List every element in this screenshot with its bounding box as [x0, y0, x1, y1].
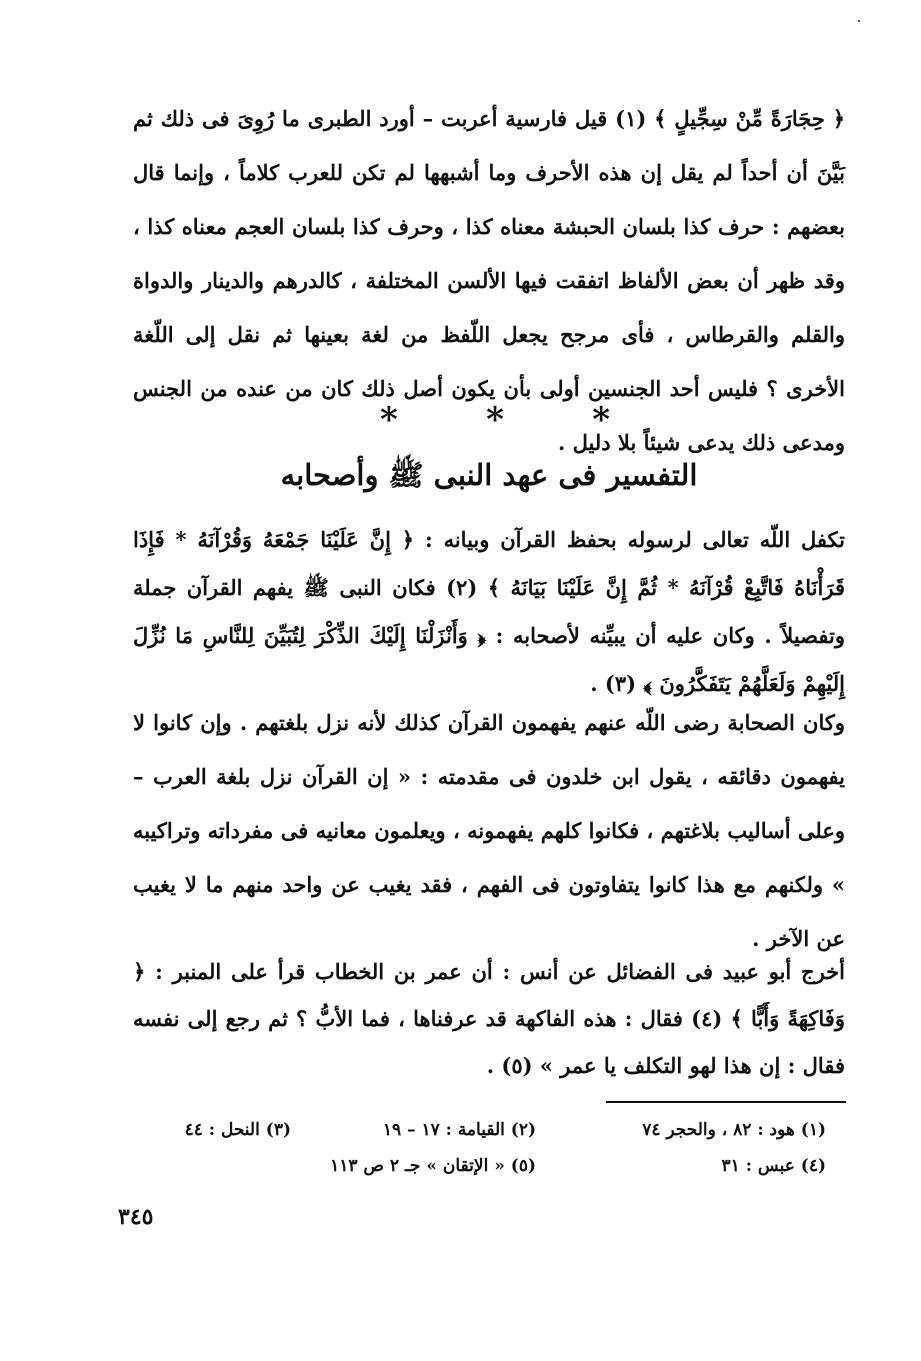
page-number: ٣٤٥	[118, 1204, 154, 1230]
paragraph-foreign-words: ﴿ حِجَارَةً مِّنْ سِجِّيلٍ ﴾ (١) قيل فارسية أعربت – أورد الطبرى ما رُوِىَ فى ذلك ثم بَيَّنَ أن أحداً لم يقل إن هذه الأحرف وما أشبهها لم تكن للعرب كلاماً ، وإنما قال بعضهم : حرف كذا بلسان الحبشة معناه كذا ، وحرف كذا بلسان العجم معناه كذا ، وقد ظهر أن بعض الألفاظ اتفقت فيها الألسن المختلفة ، كالدرهم والدينار والدواة والقلم والقرطاس ، فأى مرجح يجعل اللّفظ من لغة بعينها ثم نقل إلى اللّغة الأخرى ؟ فليس أحد الجنسين أولى بأن يكون أصل ذلك كان من عنده من الجنس ومدعى ذلك يدعى شيئاً بلا دليل .	[133, 106, 845, 455]
footnote-5: (٥) « الإتقان » جـ ٢ ص ١١٣	[330, 1156, 536, 1176]
separator-star: *	[592, 400, 610, 440]
paragraph-umar-narration: أخرج أبو عبيد فى الفضائل عن أنس : أن عمر بن الخطاب قرأ على المنبر : ﴿ وَفَاكِهَةً وَأَبًّا ﴾ (٤) فقال : هذه الفاكهة قد عرفناها ، فما الأبُّ ؟ ثم رجع إلى نفسه فقال : إن هذا لهو التكلف يا عمر » (٥) .	[133, 959, 845, 1078]
footnote-divider	[606, 1101, 846, 1103]
separator-star: *	[380, 400, 398, 440]
scan-speck	[858, 20, 860, 22]
section-heading: التفسير فى عهد النبى ﷺ وأصحابه	[280, 458, 698, 492]
paragraph-prophet-explanation: تكفل اللّه تعالى لرسوله بحفظ القرآن وبيانه : ﴿ إِنَّ عَلَيْنَا جَمْعَهُ وَقُرْآنَهُ * فَإِذَا قَرَأْنَاهُ فَاتَّبِعْ قُرْآنَهُ * ثُمَّ إِنَّ عَلَيْنَا بَيَانَهُ ﴾ (٢) فكان النبى ﷺ يفهم القرآن جملة وتفصيلاً . وكان عليه أن يبيِّنه لأصحابه : ﴿ وَأَنْزَلْنَا إِلَيْكَ الذِّكْرَ لِتُبَيِّنَ لِلنَّاسِ مَا نُزِّلَ إِلَيْهِمْ وَلَعَلَّهُمْ يَتَفَكَّرُونَ ﴾ (٣) .	[133, 527, 845, 696]
footnote-3: (٣) النحل : ٤٤	[184, 1120, 291, 1140]
section-separator	[380, 400, 610, 440]
footnote-1: (١) هود : ٨٢ ، والحجر ٧٤	[642, 1120, 826, 1140]
separator-star: *	[486, 400, 504, 440]
paragraph-companions-understanding: وكان الصحابة رضى اللّه عنهم يفهمون القرآن كذلك لأنه نزل بلغتهم . وإن كانوا لا يفهمون دقائقه ، يقول ابن خلدون فى مقدمته : « إن القرآن نزل بلغة العرب – وعلى أساليب بلاغتهم ، فكانوا كلهم يفهمونه ، ويعلمون معانيه فى مفرداته وتراكيبه » ولكنهم مع هذا كانوا يتفاوتون فى الفهم ، فقد يغيب عن واحد منهم ما لا يغيب عن الآخر .	[133, 710, 845, 951]
footnote-2: (٢) القيامة : ١٧ – ١٩	[382, 1120, 536, 1140]
footnote-4: (٤) عبس : ٣١	[721, 1156, 826, 1176]
